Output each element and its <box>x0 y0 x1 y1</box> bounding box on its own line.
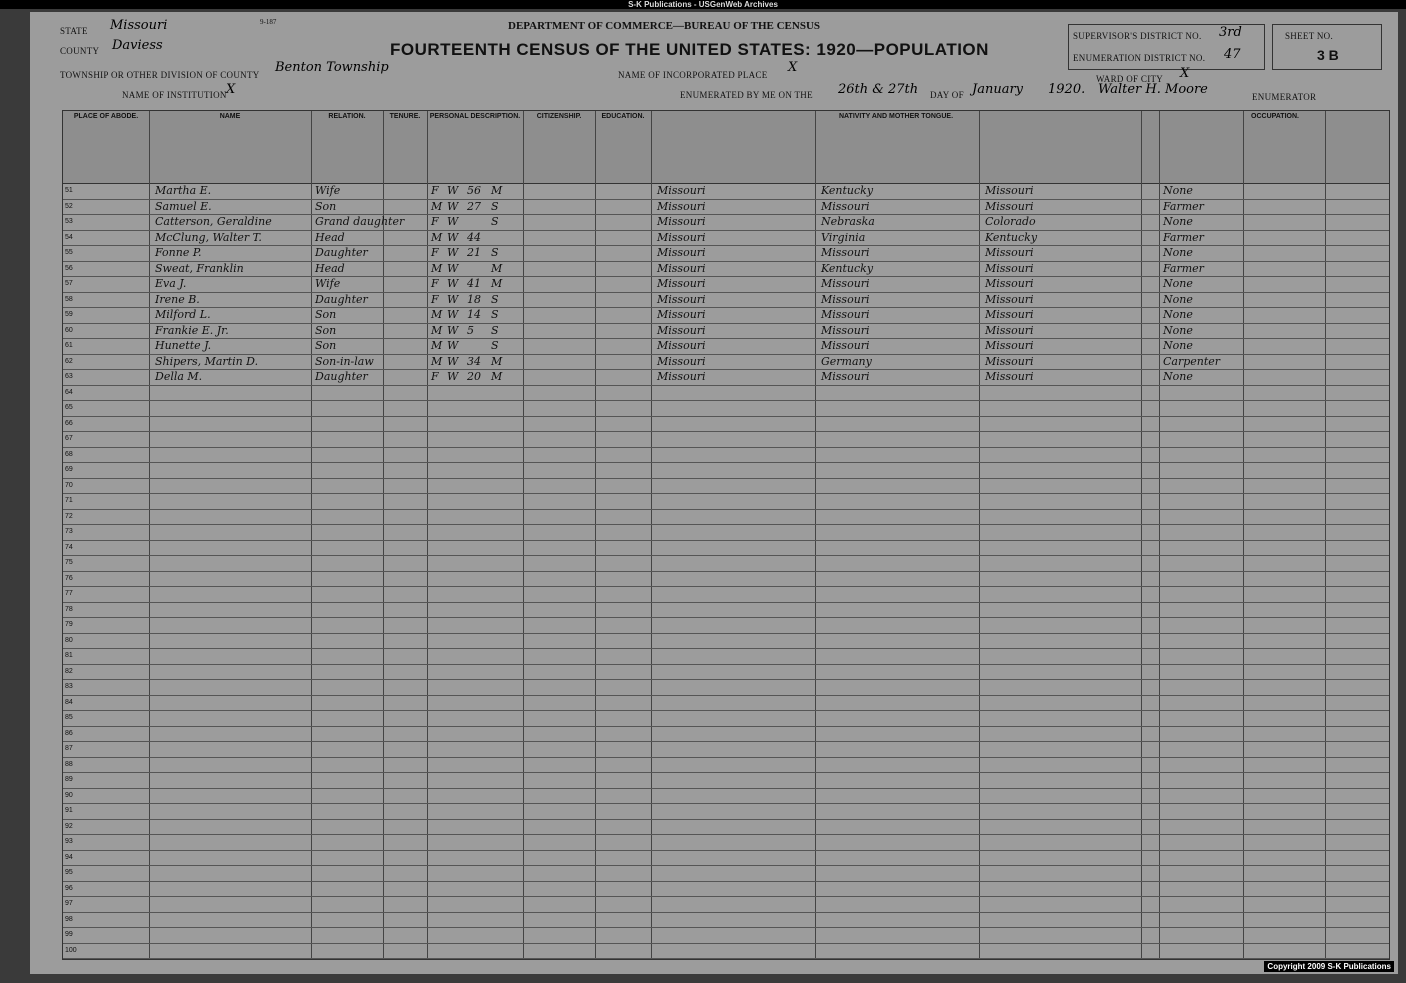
cell-occ: Carpenter <box>1163 354 1221 368</box>
line-number: 51 <box>65 187 73 194</box>
line-number: 65 <box>65 404 73 411</box>
section-personal: PERSONAL DESCRIPTION. <box>427 111 524 123</box>
cell-name: Milford L. <box>155 308 211 321</box>
cell-occ: None <box>1163 308 1193 321</box>
cell-fbirth: Missouri <box>821 339 870 352</box>
cell-birth: Missouri <box>657 308 706 321</box>
line-number: 54 <box>65 233 73 241</box>
line-number: 85 <box>65 714 73 721</box>
cell-mar: S <box>491 339 499 352</box>
cell-age: 56 <box>467 184 481 197</box>
cell-birth: Missouri <box>657 261 706 275</box>
cell-fbirth: Germany <box>821 354 872 368</box>
form-number: 9-187 <box>260 18 277 26</box>
table-row <box>63 772 1389 789</box>
cell-birth: Missouri <box>657 292 706 306</box>
state-label: STATE <box>60 26 88 36</box>
cell-age: 41 <box>467 277 481 290</box>
cell-mar: M <box>491 354 503 368</box>
cell-birth: Missouri <box>657 230 706 244</box>
table-row <box>63 943 1389 960</box>
section-place-of-abode: PLACE OF ABODE. <box>63 111 150 123</box>
cell-sex: F <box>431 370 439 383</box>
cell-mar: M <box>491 370 503 383</box>
cell-fbirth: Virginia <box>821 230 866 244</box>
table-row <box>63 710 1389 727</box>
line-number: 61 <box>65 342 73 349</box>
line-number: 69 <box>65 466 73 473</box>
line-number: 80 <box>65 636 73 644</box>
line-number: 73 <box>65 528 73 535</box>
line-number: 75 <box>65 559 73 566</box>
table-row <box>63 199 1389 216</box>
cell-rel: Head <box>315 230 345 244</box>
page-title: FOURTEENTH CENSUS OF THE UNITED STATES: 1920—POPULATION <box>390 40 989 59</box>
cell-race: W <box>447 323 459 337</box>
cell-mar: S <box>491 199 499 213</box>
line-number: 76 <box>65 574 73 582</box>
line-number: 68 <box>65 450 73 458</box>
table-row <box>63 617 1389 634</box>
cell-mbirth: Missouri <box>985 184 1034 197</box>
cell-name: Frankie E. Jr. <box>155 323 229 337</box>
district-box <box>1068 24 1265 70</box>
section-tenure: TENURE. <box>383 111 428 123</box>
line-number: 79 <box>65 621 73 628</box>
section-education: EDUCATION. <box>595 111 652 123</box>
cell-birth: Missouri <box>657 339 706 352</box>
cell-sex: M <box>431 261 443 275</box>
cell-fbirth: Missouri <box>821 277 870 290</box>
table-row <box>63 695 1389 712</box>
cell-fbirth: Nebraska <box>821 215 875 228</box>
cell-name: Hunette J. <box>155 339 212 352</box>
cell-sex: F <box>431 292 439 306</box>
cell-birth: Missouri <box>657 354 706 368</box>
cell-rel: Grand daughter <box>315 215 405 228</box>
table-row <box>63 586 1389 603</box>
cell-age: 21 <box>467 246 481 259</box>
table-row <box>63 602 1389 619</box>
sheet-box <box>1272 24 1382 70</box>
cell-race: W <box>447 292 459 306</box>
cell-mar: M <box>491 277 503 290</box>
table-row <box>63 524 1389 541</box>
cell-age: 34 <box>467 354 481 368</box>
line-number: 83 <box>65 683 73 690</box>
cell-age: 5 <box>467 323 474 337</box>
table-row <box>63 261 1389 278</box>
line-number: 96 <box>65 884 73 892</box>
cell-name: Irene B. <box>155 292 200 306</box>
line-number: 62 <box>65 357 73 365</box>
enumeration-value: 47 <box>1224 47 1241 62</box>
cell-occ: None <box>1163 323 1193 337</box>
cell-age <box>467 338 489 353</box>
line-number: 92 <box>65 822 73 830</box>
cell-mbirth: Colorado <box>985 215 1036 228</box>
cell-race: W <box>447 215 459 228</box>
table-row <box>63 803 1389 820</box>
cell-sex: M <box>431 339 443 352</box>
line-number: 81 <box>65 652 73 659</box>
cell-occ: None <box>1163 339 1193 352</box>
cell-occ: None <box>1163 215 1193 228</box>
cell-occ: Farmer <box>1163 199 1204 213</box>
table-row <box>63 896 1389 913</box>
line-number: 56 <box>65 264 73 272</box>
table-row <box>63 462 1389 479</box>
table-row <box>63 633 1389 650</box>
line-number: 77 <box>65 590 73 597</box>
cell-fbirth: Missouri <box>821 246 870 259</box>
cell-sex: F <box>431 246 439 259</box>
table-row <box>63 927 1389 944</box>
line-number: 95 <box>65 869 73 876</box>
cell-sex: M <box>431 199 443 213</box>
cell-age <box>467 214 489 229</box>
cell-name: Martha E. <box>155 184 212 197</box>
cell-name: McClung, Walter T. <box>155 230 262 244</box>
township-value: Benton Township <box>275 60 389 75</box>
table-row <box>63 726 1389 743</box>
line-number: 70 <box>65 481 73 489</box>
column-headers <box>63 111 1389 184</box>
cell-fbirth: Missouri <box>821 323 870 337</box>
cell-sex: F <box>431 215 439 228</box>
table-row <box>63 912 1389 929</box>
cell-mar <box>491 230 507 245</box>
table-row <box>63 493 1389 510</box>
table-row <box>63 741 1389 758</box>
cell-age: 27 <box>467 199 481 213</box>
cell-mar: S <box>491 215 499 228</box>
cell-mar: S <box>491 246 499 259</box>
line-number: 59 <box>65 311 73 318</box>
cell-mar: S <box>491 308 499 321</box>
cell-sex: F <box>431 277 439 290</box>
line-number: 71 <box>65 497 73 504</box>
institution-value: X <box>226 82 236 97</box>
cell-occ: Farmer <box>1163 261 1204 275</box>
table-row <box>63 865 1389 882</box>
line-number: 99 <box>65 931 73 938</box>
table-row <box>63 230 1389 247</box>
cell-fbirth: Missouri <box>821 308 870 321</box>
table-row <box>63 834 1389 851</box>
cell-rel: Wife <box>315 277 341 290</box>
cell-mbirth: Missouri <box>985 370 1034 383</box>
table-row <box>63 679 1389 696</box>
cell-sex: M <box>431 230 443 244</box>
line-number: 64 <box>65 388 73 396</box>
cell-mbirth: Missouri <box>985 277 1034 290</box>
ward-value: X <box>1180 66 1190 81</box>
cell-mbirth: Missouri <box>985 292 1034 306</box>
table-row <box>63 354 1389 371</box>
cell-sex: F <box>431 184 439 197</box>
table-row <box>63 276 1389 293</box>
line-number: 93 <box>65 838 73 845</box>
line-number: 94 <box>65 853 73 861</box>
county-value: Daviess <box>112 38 163 53</box>
sheet-value: 3 B <box>1317 47 1339 63</box>
day-of-label: DAY OF <box>930 90 964 100</box>
cell-race: W <box>447 246 459 259</box>
census-table <box>62 110 1390 960</box>
table-row <box>63 881 1389 898</box>
line-number: 91 <box>65 807 73 814</box>
table-row <box>63 850 1389 867</box>
cell-race: W <box>447 308 459 321</box>
table-row <box>63 369 1389 386</box>
enumerator-label: ENUMERATOR <box>1252 92 1317 102</box>
cell-mbirth: Missouri <box>985 246 1034 259</box>
cell-birth: Missouri <box>657 246 706 259</box>
line-number: 88 <box>65 760 73 768</box>
cell-mbirth: Missouri <box>985 199 1034 213</box>
ward-label: WARD OF CITY <box>1096 74 1164 84</box>
cell-mbirth: Missouri <box>985 354 1034 368</box>
table-row <box>63 214 1389 231</box>
archive-banner: S-K Publications - USGenWeb Archives <box>0 0 1406 9</box>
table-row <box>63 385 1389 402</box>
cell-sex: M <box>431 323 443 337</box>
cell-mar: S <box>491 323 499 337</box>
cell-mar: M <box>491 184 503 197</box>
cell-birth: Missouri <box>657 184 706 197</box>
section-citizenship: CITIZENSHIP. <box>523 111 596 123</box>
incorporated-value: X <box>788 60 798 75</box>
cell-fbirth: Missouri <box>821 370 870 383</box>
cell-occ: None <box>1163 246 1193 259</box>
section-name: NAME <box>149 111 312 123</box>
table-row <box>63 571 1389 588</box>
table-row <box>63 819 1389 836</box>
line-number: 97 <box>65 900 73 907</box>
institution-label: NAME OF INSTITUTION <box>122 90 227 100</box>
cell-occ: Farmer <box>1163 230 1204 244</box>
cell-mbirth: Missouri <box>985 261 1034 275</box>
cell-race: W <box>447 354 459 368</box>
table-row <box>63 338 1389 355</box>
cell-rel: Son <box>315 308 337 321</box>
line-number: 74 <box>65 543 73 551</box>
cell-mbirth: Missouri <box>985 323 1034 337</box>
supervisor-value: 3rd <box>1219 25 1242 40</box>
line-number: 78 <box>65 605 73 613</box>
cell-mbirth: Missouri <box>985 339 1034 352</box>
cell-fbirth: Kentucky <box>821 261 874 275</box>
cell-birth: Missouri <box>657 215 706 228</box>
department-heading: DEPARTMENT OF COMMERCE—BUREAU OF THE CENSUS <box>508 20 821 32</box>
table-row <box>63 540 1389 557</box>
cell-occ: None <box>1163 277 1193 290</box>
table-row <box>63 757 1389 774</box>
line-number: 67 <box>65 435 73 442</box>
enumeration-label: ENUMERATION DISTRICT NO. <box>1073 53 1206 63</box>
cell-rel: Daughter <box>315 246 368 259</box>
cell-race: W <box>447 339 459 352</box>
cell-race: W <box>447 370 459 383</box>
cell-age: 14 <box>467 308 481 321</box>
section-nativity: NATIVITY AND MOTHER TONGUE. <box>651 111 1142 123</box>
cell-name: Della M. <box>155 370 203 383</box>
section-relation: RELATION. <box>311 111 384 123</box>
cell-name: Samuel E. <box>155 199 212 213</box>
cell-race: W <box>447 277 459 290</box>
cell-birth: Missouri <box>657 323 706 337</box>
section-occupation: OCCUPATION. <box>1251 113 1299 120</box>
table-row <box>63 664 1389 681</box>
cell-fbirth: Kentucky <box>821 184 874 197</box>
cell-mbirth: Kentucky <box>985 230 1038 244</box>
line-number: 63 <box>65 373 73 380</box>
state-value: Missouri <box>110 18 168 33</box>
county-label: COUNTY <box>60 46 100 56</box>
line-number: 89 <box>65 776 73 783</box>
table-row <box>63 648 1389 665</box>
cell-fbirth: Missouri <box>821 292 870 306</box>
cell-rel: Son <box>315 323 337 337</box>
cell-age: 18 <box>467 292 481 306</box>
year-value: 1920. <box>1048 82 1086 97</box>
sheet-label: SHEET NO. <box>1285 31 1334 41</box>
cell-rel: Daughter <box>315 292 368 306</box>
cell-birth: Missouri <box>657 370 706 383</box>
cell-occ: None <box>1163 184 1193 197</box>
table-row <box>63 400 1389 417</box>
cell-race: W <box>447 184 459 197</box>
table-row <box>63 478 1389 495</box>
cell-rel: Wife <box>315 184 341 197</box>
line-number: 66 <box>65 419 73 427</box>
cell-sex: M <box>431 354 443 368</box>
enumerated-label: ENUMERATED BY ME ON THE <box>680 90 813 100</box>
township-label: TOWNSHIP OR OTHER DIVISION OF COUNTY <box>60 70 260 80</box>
table-body <box>63 183 1389 959</box>
cell-rel: Daughter <box>315 370 368 383</box>
month-value: January <box>972 82 1024 97</box>
line-number: 98 <box>65 915 73 923</box>
cell-birth: Missouri <box>657 277 706 290</box>
cell-race: W <box>447 199 459 213</box>
cell-rel: Son <box>315 339 337 352</box>
line-number: 87 <box>65 745 73 752</box>
line-number: 84 <box>65 698 73 706</box>
cell-age: 44 <box>467 230 481 244</box>
cell-occ: None <box>1163 292 1193 306</box>
cell-age: 20 <box>467 370 481 383</box>
line-number: 90 <box>65 791 73 799</box>
cell-fbirth: Missouri <box>821 199 870 213</box>
cell-occ: None <box>1163 370 1193 383</box>
cell-rel: Son <box>315 199 337 213</box>
table-row <box>63 245 1389 262</box>
line-number: 72 <box>65 512 73 520</box>
table-row <box>63 431 1389 448</box>
line-number: 57 <box>65 280 73 287</box>
cell-sex: M <box>431 308 443 321</box>
cell-race: W <box>447 230 459 244</box>
cell-name: Eva J. <box>155 277 187 290</box>
table-row <box>63 447 1389 464</box>
table-row <box>63 788 1389 805</box>
table-row <box>63 292 1389 309</box>
census-sheet <box>30 12 1398 974</box>
cell-race: W <box>447 261 459 275</box>
enumerated-days: 26th & 27th <box>838 82 919 97</box>
cell-birth: Missouri <box>657 199 706 213</box>
incorporated-label: NAME OF INCORPORATED PLACE <box>618 70 768 80</box>
cell-name: Sweat, Franklin <box>155 261 244 275</box>
line-number: 86 <box>65 729 73 737</box>
line-number: 100 <box>65 946 77 954</box>
copyright-notice: Copyright 2009 S-K Publications <box>1264 961 1394 972</box>
cell-name: Catterson, Geraldine <box>155 215 272 228</box>
cell-rel: Son-in-law <box>315 354 374 368</box>
line-number: 82 <box>65 667 73 675</box>
table-row <box>63 307 1389 324</box>
cell-name: Fonne P. <box>155 246 202 259</box>
table-row <box>63 509 1389 526</box>
table-row <box>63 555 1389 572</box>
cell-mbirth: Missouri <box>985 308 1034 321</box>
line-number: 53 <box>65 218 73 225</box>
enumerator-value: Walter H. Moore <box>1098 82 1208 97</box>
cell-mar: M <box>491 261 503 275</box>
cell-name: Shipers, Martin D. <box>155 354 259 368</box>
line-number: 58 <box>65 295 73 303</box>
table-row <box>63 183 1389 200</box>
line-number: 60 <box>65 326 73 334</box>
cell-mar: S <box>491 292 499 306</box>
supervisor-label: SUPERVISOR'S DISTRICT NO. <box>1073 31 1202 41</box>
line-number: 52 <box>65 202 73 210</box>
table-row <box>63 323 1389 340</box>
line-number: 55 <box>65 249 73 256</box>
table-row <box>63 416 1389 433</box>
cell-age <box>467 261 489 276</box>
cell-rel: Head <box>315 261 345 275</box>
